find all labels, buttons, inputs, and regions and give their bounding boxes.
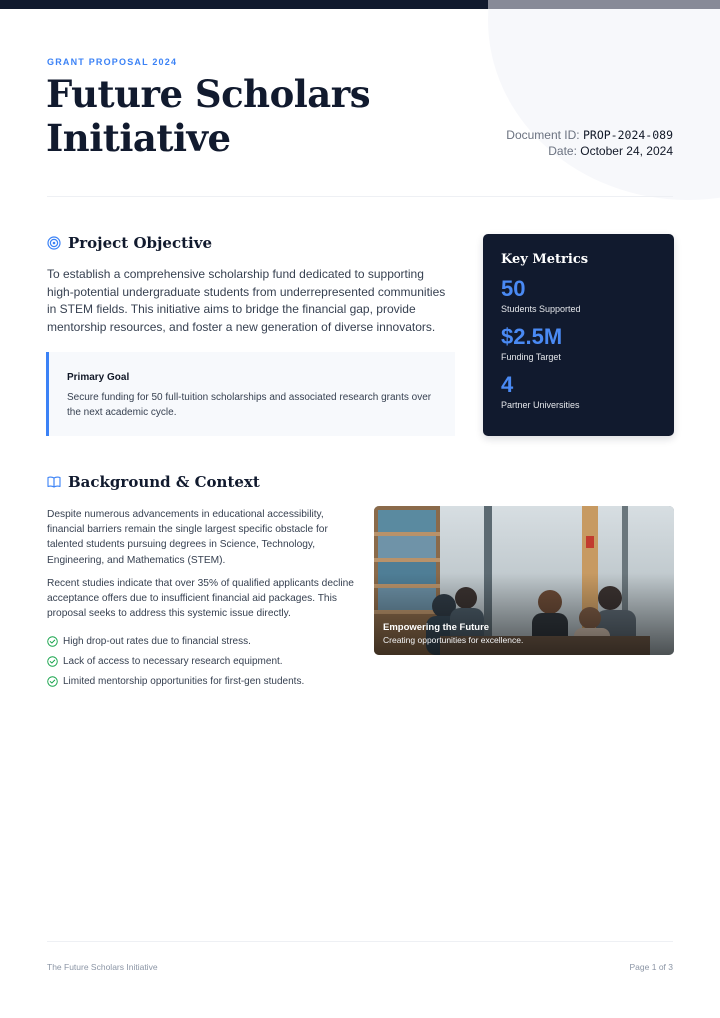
metric-value: 50 [501,276,526,301]
document-date-row [506,143,673,159]
footer-divider [47,941,673,942]
photo-caption-title: Empowering the Future [383,622,490,633]
document-date-value: October 24, 2024 [580,144,673,158]
key-metrics-card [483,234,674,436]
check-circle-icon [47,676,58,687]
list-item-text: High drop-out rates due to financial stress. [63,635,251,647]
metric-label: Funding Target [501,352,561,362]
background-heading [47,473,260,491]
list-item-text: Lack of access to necessary research equipment. [63,655,283,667]
primary-goal-title: Primary Goal [67,372,130,383]
document-eyebrow: GRANT PROPOSAL 2024 [47,57,178,67]
top-accent-bar-gray [488,0,720,9]
metric-label: Partner Universities [501,400,580,410]
list-item [47,671,304,691]
primary-goal-text: Secure funding for 50 full-tuition scholarships and associated research grants over the next academic cycle. [67,392,432,418]
list-item [47,651,304,671]
background-paragraph-2: Recent studies indicate that over 35% of qualified applicants decline acceptance offers due to insufficient financial aid packages. This proposal seeks to address this systemic issue directly. [47,578,354,620]
document-date-label: Date: [548,144,577,158]
objective-heading [47,234,212,252]
metric-item [501,373,656,410]
background-heading-text: Background & Context [68,473,260,491]
background-paragraph-1: Despite numerous advancements in educational accessibility, financial barriers remain the single largest specific obstacle for talented students pursuing degrees in Science, Technology, Engineering, and Mathematics (STEM). [47,509,328,566]
students-photo [374,506,674,655]
document-id-row [506,127,673,143]
title-line-2: Initiative [46,116,231,160]
header-divider [47,196,673,197]
list-item-text: Limited mentorship opportunities for first-gen students. [63,675,305,687]
metric-value: $2.5M [501,324,563,349]
check-circle-icon [47,636,58,647]
photo-caption-subtitle: Creating opportunities for excellence. [383,635,524,645]
list-item [47,631,304,651]
key-metrics-title: Key Metrics [501,252,589,267]
target-icon [47,236,61,250]
metric-value: 4 [501,372,514,397]
decorative-corner-shape [488,0,720,200]
metric-label: Students Supported [501,304,581,314]
check-circle-icon [47,656,58,667]
document-id-label: Document ID: [506,128,580,142]
metric-item [501,277,656,314]
book-open-icon [47,475,61,489]
primary-goal-box [46,352,455,436]
document-meta [506,127,673,159]
objective-heading-text: Project Objective [68,234,212,252]
document-title [46,72,446,160]
photo-caption [383,622,523,645]
title-line-1: Future Scholars [46,72,371,116]
challenge-list [47,631,304,691]
document-id-value: PROP-2024-089 [582,128,673,142]
objective-text: To establish a comprehensive scholarship fund dedicated to supporting high-potential undergraduate students from underrepresented communities in STEM fields. This initiative aims to bridge the financial gap, provide mentorship resources, and foster a new generation of diverse innovators. [47,267,446,334]
metric-item [501,325,656,362]
footer-organization: The Future Scholars Initiative [47,962,158,972]
footer-page-number: Page 1 of 3 [629,962,673,972]
